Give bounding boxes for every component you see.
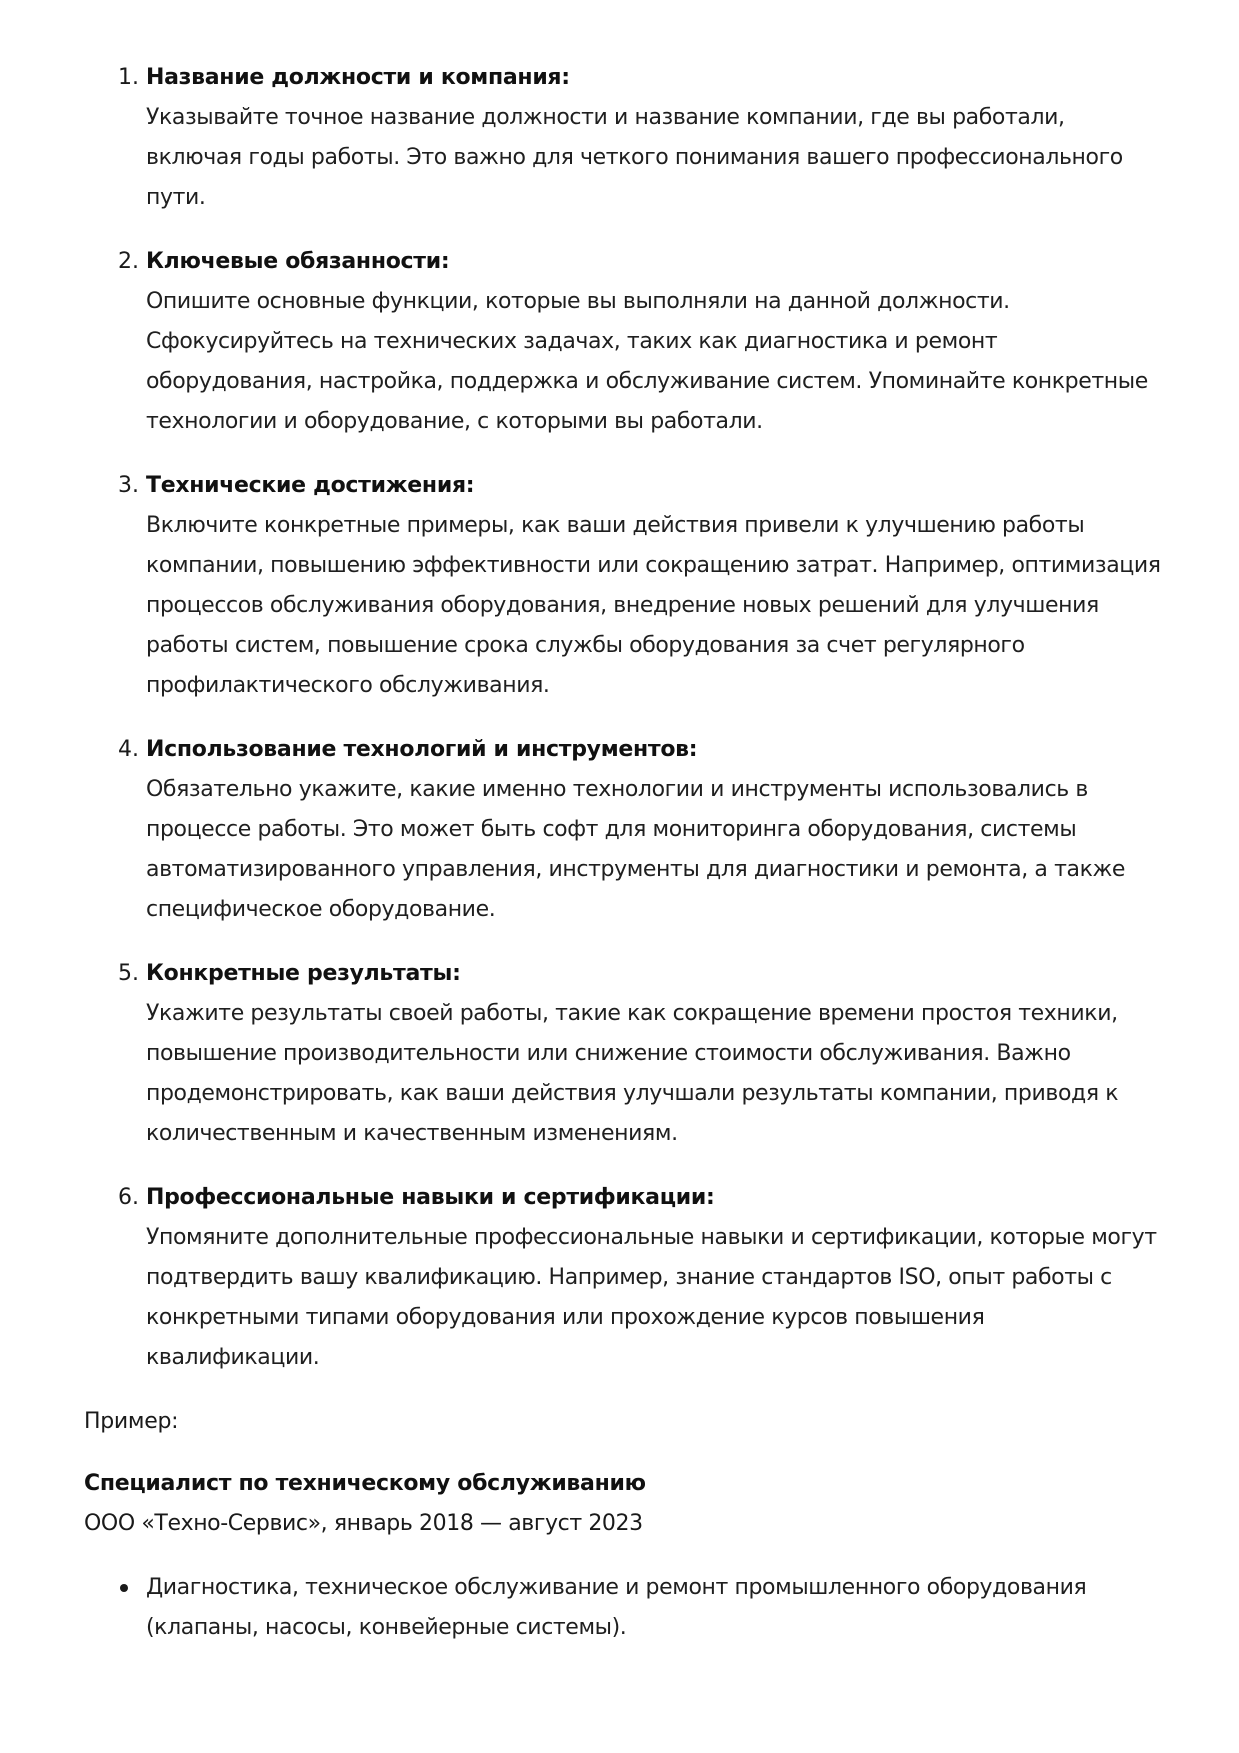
bullet-text: Диагностика, техническое обслуживание и ремонт промышленного оборудования (клапаны, насосы, конвейерные системы). (146, 1575, 1087, 1640)
item-number: 4. (118, 737, 139, 762)
list-item (84, 466, 1164, 706)
item-text: Обязательно укажите, какие именно технологии и инструменты использовались в процессе работы. Это может быть софт для мониторинга оборудования, системы автоматизированного управления, инструменты для диагностики и ремонта, а также специфическое оборудование. (146, 777, 1126, 922)
job-company-line: ООО «Техно-Сервис», январь 2018 — август 2023 (84, 1511, 643, 1536)
item-title: Профессиональные навыки и сертификации: (146, 1185, 715, 1210)
example-label: Пример: (84, 1409, 179, 1434)
item-number: 1. (118, 65, 139, 90)
item-number: 6. (118, 1185, 139, 1210)
job-title: Специалист по техническому обслуживанию (84, 1471, 646, 1496)
list-item (84, 1178, 1164, 1378)
item-text: Укажите результаты своей работы, такие как сокращение времени простоя техники, повышение производительности или снижение стоимости обслуживания. Важно продемонстрировать, как ваши действия улучшали результаты компании, приводя к количественным и качественным изменениям. (146, 1001, 1119, 1146)
item-title: Технические достижения: (146, 473, 475, 498)
list-item (84, 58, 1164, 218)
item-text: Указывайте точное название должности и название компании, где вы работали, включая годы работы. Это важно для четкого понимания вашего профессионального пути. (146, 105, 1123, 210)
numbered-list (84, 58, 1164, 1378)
item-text: Включите конкретные примеры, как ваши действия привели к улучшению работы компании, повышению эффективности или сокращению затрат. Например, оптимизация процессов обслуживания оборудования, внедрение новых решений для улучшения работы систем, повышение срока службы оборудования за счет регулярного профилактического обслуживания. (146, 513, 1161, 698)
item-title: Использование технологий и инструментов: (146, 737, 698, 762)
item-number: 2. (118, 249, 139, 274)
bullet-icon (120, 1584, 128, 1592)
item-title: Конкретные результаты: (146, 961, 461, 986)
item-number: 5. (118, 961, 139, 986)
list-item (84, 730, 1164, 930)
item-title: Ключевые обязанности: (146, 249, 450, 274)
item-title: Название должности и компания: (146, 65, 570, 90)
item-number: 3. (118, 473, 139, 498)
item-text: Упомяните дополнительные профессиональные навыки и сертификации, которые могут подтвердить вашу квалификацию. Например, знание стандартов ISO, опыт работы с конкретными типами оборудования или прохождение курсов повышения квалификации. (146, 1225, 1157, 1370)
item-text: Опишите основные функции, которые вы выполняли на данной должности. Сфокусируйтесь на технических задачах, таких как диагностика и ремонт оборудования, настройка, поддержка и обслуживание систем. Упоминайте конкретные технологии и оборудование, с которыми вы работали. (146, 289, 1148, 434)
bullet-list (84, 1568, 1164, 1648)
list-item (84, 954, 1164, 1154)
bullet-item (84, 1568, 1164, 1648)
list-item (84, 242, 1164, 442)
